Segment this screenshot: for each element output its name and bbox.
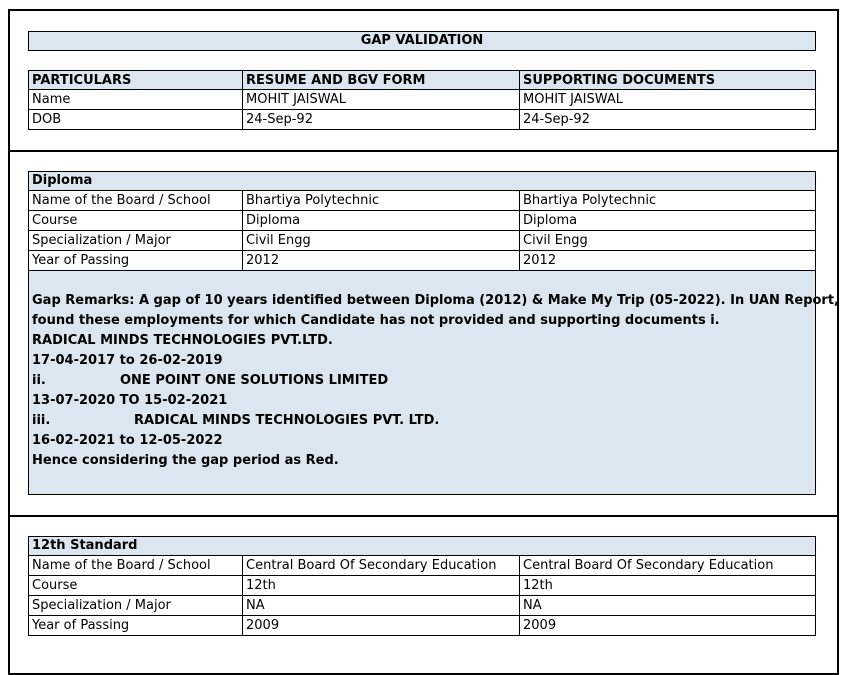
docs-value: Central Board Of Secondary Education: [519, 556, 816, 576]
table-row: [28, 110, 816, 130]
docs-value: Civil Engg: [519, 231, 816, 251]
remarks-line: [32, 371, 812, 391]
docs-value: MOHIT JAISWAL: [519, 90, 816, 110]
table-row: [28, 231, 816, 251]
resume-value: 24-Sep-92: [242, 110, 519, 130]
table-row: [28, 596, 816, 616]
row-label: Name of the Board / School: [28, 556, 242, 576]
row-label: Course: [28, 576, 242, 596]
employer-name: RADICAL MINDS TECHNOLOGIES PVT. LTD.: [134, 413, 440, 428]
header-resume: RESUME AND BGV FORM: [242, 70, 519, 90]
resume-value: Bhartiya Polytechnic: [242, 191, 519, 211]
table-header-row: [28, 70, 816, 90]
docs-value: Diploma: [519, 211, 816, 231]
remarks-line: Hence considering the gap period as Red.: [32, 453, 339, 468]
row-label: Year of Passing: [28, 616, 242, 636]
list-marker: iii.: [32, 413, 51, 428]
remarks-line: [32, 411, 812, 431]
docs-value: 2012: [519, 251, 816, 271]
docs-value: 2009: [519, 616, 816, 636]
header-particulars: PARTICULARS: [28, 70, 242, 90]
remarks-line: RADICAL MINDS TECHNOLOGIES PVT.LTD.: [32, 333, 333, 348]
row-label: Year of Passing: [28, 251, 242, 271]
row-label: DOB: [28, 110, 242, 130]
page-title: GAP VALIDATION: [28, 31, 816, 51]
docs-value: 24-Sep-92: [519, 110, 816, 130]
list-marker: ii.: [32, 373, 46, 388]
section-heading-diploma: Diploma: [28, 171, 816, 191]
table-row: [28, 191, 816, 211]
row-label: Name: [28, 90, 242, 110]
resume-value: Diploma: [242, 211, 519, 231]
remarks-line: Gap Remarks: A gap of 10 years identified between Diploma (2012) & Make My Trip (05-2022). In UAN Report,: [32, 293, 839, 308]
resume-value: Central Board Of Secondary Education: [242, 556, 519, 576]
table-row: [28, 616, 816, 636]
table-row: [28, 576, 816, 596]
row-label: Course: [28, 211, 242, 231]
remarks-line: 16-02-2021 to 12-05-2022: [32, 433, 223, 448]
remarks-line: 17-04-2017 to 26-02-2019: [32, 353, 223, 368]
gap-remarks: [28, 271, 839, 495]
table-row: [28, 556, 816, 576]
resume-value: 2009: [242, 616, 519, 636]
resume-value: 12th: [242, 576, 519, 596]
row-label: Specialization / Major: [28, 596, 242, 616]
remarks-line: found these employments for which Candidate has not provided and supporting documents i.: [32, 313, 720, 328]
row-label: Name of the Board / School: [28, 191, 242, 211]
resume-value: Civil Engg: [242, 231, 519, 251]
docs-value: Bhartiya Polytechnic: [519, 191, 816, 211]
header-docs: SUPPORTING DOCUMENTS: [519, 70, 816, 90]
resume-value: MOHIT JAISWAL: [242, 90, 519, 110]
remarks-line: 13-07-2020 TO 15-02-2021: [32, 393, 228, 408]
row-label: Specialization / Major: [28, 231, 242, 251]
table-row: [28, 211, 816, 231]
resume-value: NA: [242, 596, 519, 616]
docs-value: 12th: [519, 576, 816, 596]
table-row: [28, 251, 816, 271]
docs-value: NA: [519, 596, 816, 616]
section-heading-12th: 12th Standard: [28, 536, 816, 556]
table-row: [28, 90, 816, 110]
resume-value: 2012: [242, 251, 519, 271]
employer-name: ONE POINT ONE SOLUTIONS LIMITED: [120, 373, 389, 388]
